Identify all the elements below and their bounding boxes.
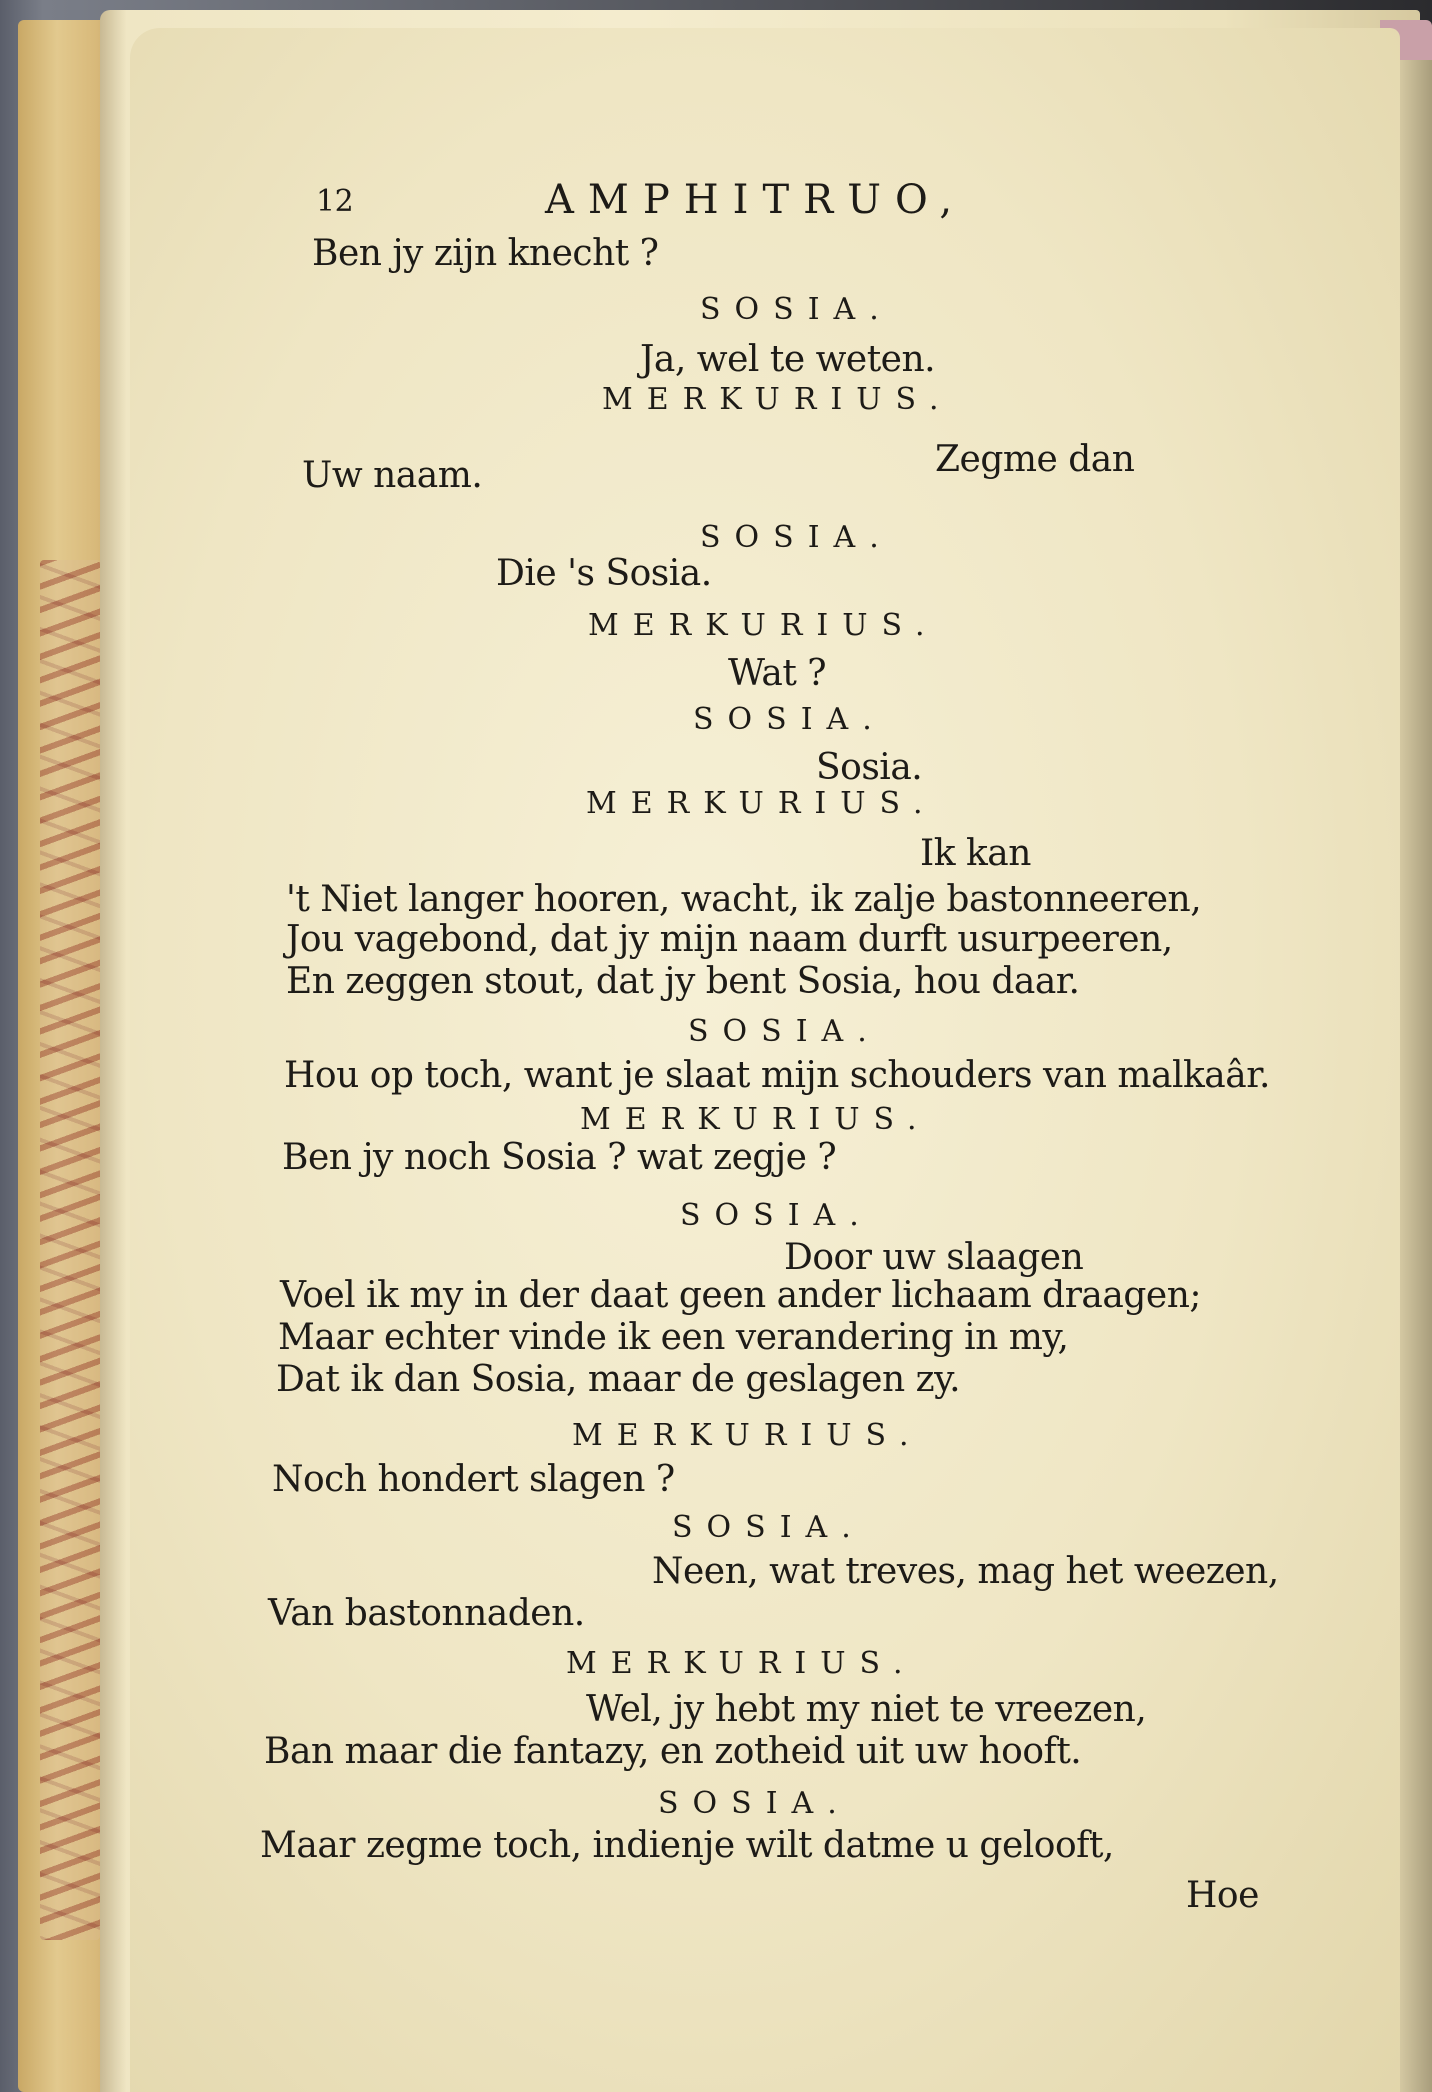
text-line: Uw naam.: [302, 455, 483, 496]
speaker-name: MERKURIUS.: [602, 382, 953, 417]
text-line: Jou vagebond, dat jy mijn naam durft usurpeeren,: [286, 919, 1173, 960]
text-line: Ban maar die fantazy, en zotheid uit uw hooft.: [264, 1731, 1082, 1772]
speaker-name: MERKURIUS.: [572, 1418, 923, 1453]
text-line: Maar zegme toch, indienje wilt datme u gelooft,: [260, 1825, 1114, 1866]
text-line: Wat ?: [728, 653, 827, 694]
text-line: Ja, wel te weten.: [640, 339, 936, 380]
text-line: Van bastonnaden.: [268, 1593, 585, 1634]
page-number: 12: [316, 184, 354, 219]
text-line: Sosia.: [816, 747, 923, 788]
speaker-name: SOSIA.: [700, 520, 893, 555]
speaker-name: SOSIA.: [688, 1014, 881, 1049]
running-title: AMPHITRUO,: [545, 177, 967, 223]
text-line: Hou op toch, want je slaat mijn schouders van malkaâr.: [284, 1055, 1270, 1096]
speaker-name: MERKURIUS.: [580, 1102, 931, 1137]
text-line: Door uw slaagen: [784, 1237, 1084, 1278]
speaker-name: SOSIA.: [672, 1510, 865, 1545]
text-line: Voel ik my in der daat geen ander lichaam draagen;: [280, 1275, 1202, 1316]
text-line: Maar echter vinde ik een verandering in my,: [278, 1317, 1069, 1358]
speaker-name: MERKURIUS.: [588, 608, 939, 643]
text-line: Noch hondert slagen ?: [272, 1459, 675, 1500]
text-line: Neen, wat treves, mag het weezen,: [652, 1551, 1279, 1592]
text-line: Wel, jy hebt my niet te vreezen,: [586, 1689, 1147, 1730]
speaker-name: MERKURIUS.: [586, 786, 937, 821]
speaker-name: SOSIA.: [658, 1786, 851, 1821]
marbled-cover: [40, 560, 100, 1940]
speaker-name: SOSIA.: [700, 292, 893, 327]
catchword: Hoe: [1186, 1875, 1259, 1916]
text-line: Ben jy noch Sosia ? wat zegje ?: [282, 1137, 837, 1178]
text-line: Ben jy zijn knecht ?: [312, 233, 659, 274]
facing-page-edge: [1400, 40, 1432, 2092]
text-line: En zeggen stout, dat jy bent Sosia, hou daar.: [286, 961, 1080, 1002]
speaker-name: MERKURIUS.: [566, 1646, 917, 1681]
text-line: Ik kan: [920, 833, 1031, 874]
speaker-name: SOSIA.: [680, 1198, 873, 1233]
text-line: 't Niet langer hooren, wacht, ik zalje bastonneeren,: [286, 879, 1202, 920]
text-line: Dat ik dan Sosia, maar de geslagen zy.: [276, 1359, 961, 1400]
speaker-name: SOSIA.: [693, 702, 886, 737]
text-line: Die 's Sosia.: [496, 553, 712, 594]
text-line: Zegme dan: [935, 439, 1135, 480]
